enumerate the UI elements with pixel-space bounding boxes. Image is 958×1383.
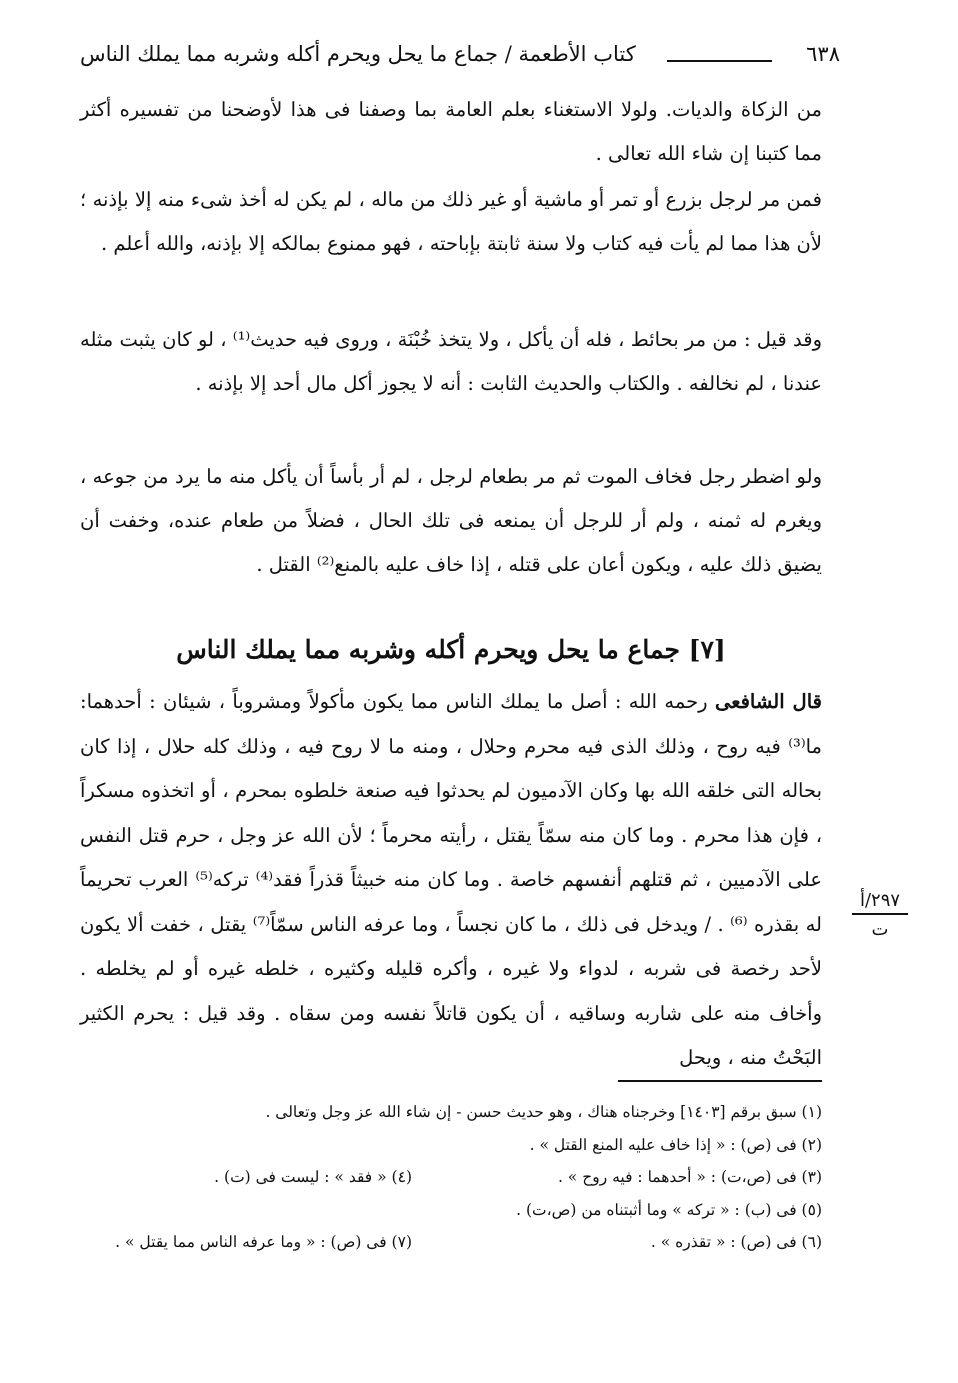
footnote-row-6-7	[80, 1226, 822, 1259]
footnote-6: (٦) فى (ص) : « تقذره » .	[650, 1233, 822, 1251]
manuscript-margin-reference	[852, 890, 908, 940]
paragraph-permission: فمن مر لرجل بزرع أو تمر أو ماشية أو غير ذلك من ماله ، لم يكن له أخذ شىء منه إلا بإذنه ؛ لأن هذا مما لم يأت فيه كتاب ولا سنة ثابتة بإباحته ، فهو ممنوع بمالكه إلا بإذنه، والله أعلم .	[80, 188, 822, 255]
paragraph-continuation: من الزكاة والديات. ولولا الاستغناء بعلم العامة بما وصفنا فى هذا لأوضحنا من تفسيره أكثر مما كتبنا إن شاء الله تعالى .	[80, 98, 822, 165]
footnote-1: (١) سبق برقم [١٤٠٣] وخرجناه هناك ، وهو حديث حسن - إن شاء الله عز وجل وتعالى .	[265, 1103, 822, 1121]
footnote-separator	[618, 1080, 822, 1082]
footnote-2: (٢) فى (ص) : « إذا خاف عليه المنع القتل » .	[529, 1135, 822, 1154]
footnote-7: (٧) فى (ص) : « وما عرفه الناس مما يقتل » .	[115, 1233, 412, 1251]
running-title: كتاب الأطعمة / جماع ما يحل ويحرم أكله وشربه مما يملك الناس	[80, 42, 636, 66]
page-number: ٦٣٨	[806, 42, 840, 66]
header-rule	[667, 60, 772, 62]
footnote-3: (٣) فى (ص،ت) : « أحدهما : فيه روح » .	[557, 1168, 822, 1186]
paragraph-necessity: ولو اضطر رجل فخاف الموت ثم مر بطعام لرجل ، لم أر بأساً أن يأكل منه ما يرد من جوعه ، ويغرم له ثمنه ، ولم أر للرجل أن يمنعه فى تلك الحال ، فضلاً من طعام عنده، وخفت أن يضيق ذلك عليه ، ويكون أعان على قتله ، إذا خاف عليه بالمنع⁽²⁾ القتل .	[80, 465, 822, 576]
footnote-5: (٥) فى (ب) : « تركه » وما أثبتناه من (ص،ت) .	[516, 1200, 822, 1219]
footnotes	[80, 1096, 822, 1259]
section-body	[80, 680, 822, 1081]
section-body-text: رحمه الله : أصل ما يملك الناس مما يكون مأكولاً ومشروباً ، شيئان : أحدهما: ما⁽³⁾ فيه روح ، وذلك الذى فيه محرم وحلال ، ومنه ما لا روح فيه ، وذلك كله حلال ، إذا كان بحاله التى خلقه الله بها وكان الآدميون لم يحدثوا فيه صنعة خلطوه بمحرم ، أو اتخذوه مسكراً ، فإن هذا محرم . وما كان منه سمّاً يقتل ، رأيته محرماً ؛ لأن الله عز وجل ، حرم قتل النفس على الآدميين ، ثم قتلهم أنفسهم خاصة . وما كان منه خبيثاً قذراً فقد⁽⁴⁾ تركه⁽⁵⁾ العرب تحريماً له بقذره ⁽⁶⁾ . / ويدخل فى ذلك ، ما كان نجساً ، وما عرفه الناس سمّاً⁽⁷⁾ يقتل ، خفت ألا يكون لأحد رخصة فى شربه ، لدواء ولا غيره ، وأكره قليله وكثيره ، خلطه غيره أو لم يخلطه . وأخاف منه على شاربه وساقيه ، أن يكون قاتلاً نفسه ومن سقاه . وقد قيل : يحرم الكثير البَحْتُ منه ، ويحل	[80, 690, 822, 1069]
footnote-4: (٤) « فقد » : ليست فى (ت) .	[214, 1168, 412, 1186]
margin-folio-number: ٢٩٧/أ	[852, 890, 908, 915]
margin-manuscript-letter: ت	[871, 919, 889, 940]
footnote-row-3-4	[80, 1161, 822, 1194]
speaker-name: قال الشافعى	[714, 690, 822, 713]
section-heading: [٧] جماع ما يحل ويحرم أكله وشربه مما يملك الناس	[176, 635, 726, 664]
paragraph-garden-hadith: وقد قيل : من مر بحائط ، فله أن يأكل ، ولا يتخذ خُبْنَة ، وروى فيه حديث⁽¹⁾ ، لو كان يثبت مثله عندنا ، لم نخالفه . والكتاب والحديث الثابت : أنه لا يجوز أكل مال أحد إلا بإذنه .	[80, 328, 823, 395]
running-header	[80, 42, 840, 78]
